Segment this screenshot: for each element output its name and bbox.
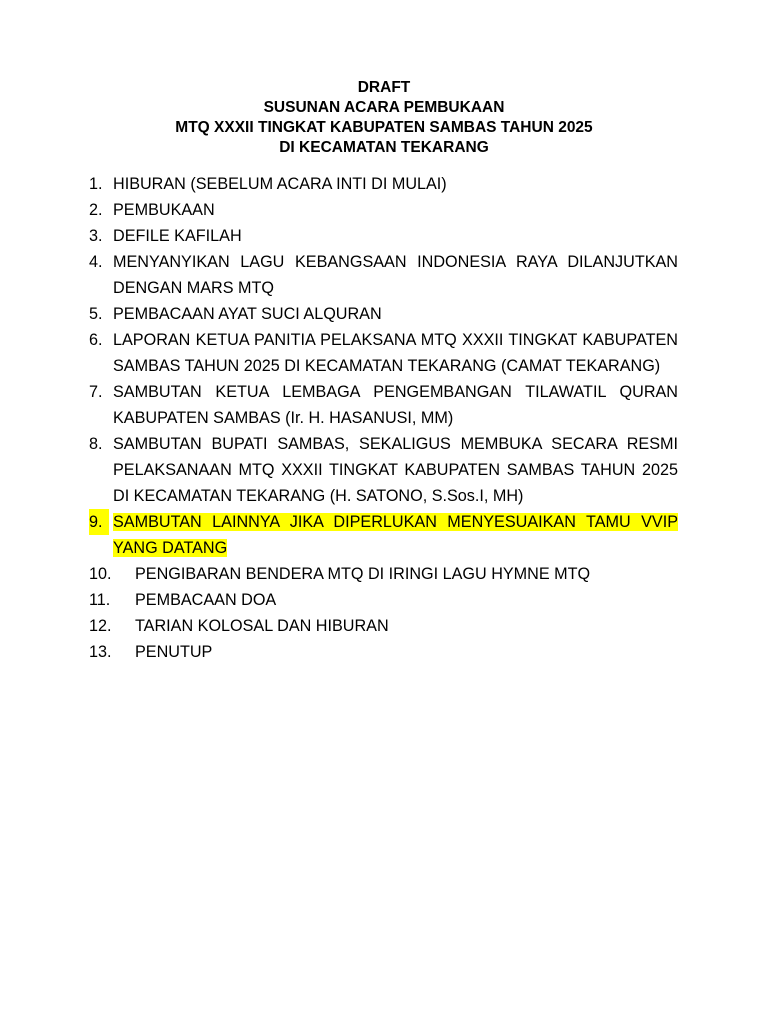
- agenda-item-number: 8.: [89, 435, 103, 453]
- agenda-item-text: LAPORAN KETUA PANITIA PELAKSANA MTQ XXXII TINGKAT KABUPATEN SAMBAS TAHUN 2025 DI KECAMATAN TEKARANG (CAMAT TEKARANG): [113, 331, 678, 375]
- agenda-list: [89, 171, 678, 665]
- agenda-item-text: PENGIBARAN BENDERA MTQ DI IRINGI LAGU HYMNE MTQ: [135, 565, 591, 583]
- agenda-item-text: PEMBUKAAN: [113, 201, 215, 219]
- agenda-item-number: 7.: [89, 383, 103, 401]
- agenda-item-number: 1.: [89, 175, 103, 193]
- agenda-item: [89, 327, 678, 379]
- agenda-item: [89, 171, 678, 197]
- agenda-item: [89, 613, 678, 639]
- agenda-item-text: DEFILE KAFILAH: [113, 227, 242, 245]
- agenda-item: [89, 639, 678, 665]
- agenda-item-text: PEMBACAAN AYAT SUCI ALQURAN: [113, 305, 382, 323]
- document-header: [0, 78, 768, 158]
- agenda-item-highlighted: [89, 509, 678, 561]
- agenda-item-text: HIBURAN (SEBELUM ACARA INTI DI MULAI): [113, 175, 447, 193]
- agenda-item: [89, 379, 678, 431]
- agenda-item-number: 2.: [89, 201, 103, 219]
- agenda-item-text: SAMBUTAN KETUA LEMBAGA PENGEMBANGAN TILAWATIL QURAN KABUPATEN SAMBAS (Ir. H. HASANUSI, MM): [113, 383, 678, 427]
- agenda-item-text: TARIAN KOLOSAL DAN HIBURAN: [135, 617, 389, 635]
- agenda-item-number: 6.: [89, 331, 103, 349]
- agenda-item-text: SAMBUTAN LAINNYA JIKA DIPERLUKAN MENYESUAIKAN TAMU VVIP YANG DATANG: [113, 513, 678, 557]
- agenda-item-number: 5.: [89, 305, 103, 323]
- agenda-item-text: SAMBUTAN BUPATI SAMBAS, SEKALIGUS MEMBUKA SECARA RESMI PELAKSANAAN MTQ XXXII TINGKAT KABUPATEN SAMBAS TAHUN 2025 DI KECAMATAN TEKARANG (H. SATONO, S.Sos.I, MH): [113, 435, 678, 505]
- agenda-item-number: 10.: [89, 565, 112, 583]
- agenda-item-number: 12.: [89, 617, 112, 635]
- agenda-item-number: 9.: [89, 509, 109, 535]
- agenda-item: [89, 587, 678, 613]
- agenda-item-number: 4.: [89, 253, 103, 271]
- agenda-item: [89, 301, 678, 327]
- agenda-item-number: 13.: [89, 643, 112, 661]
- agenda-item: [89, 223, 678, 249]
- agenda-item: [89, 249, 678, 301]
- agenda-item: [89, 431, 678, 509]
- agenda-item: [89, 561, 678, 587]
- agenda-item-text: PEMBACAAN DOA: [135, 591, 277, 609]
- draft-label: DRAFT: [357, 79, 411, 96]
- agenda-item-number: 11.: [89, 591, 111, 609]
- document-subtitle: MTQ XXXII TINGKAT KABUPATEN SAMBAS TAHUN 2025: [175, 119, 593, 136]
- agenda-item: [89, 197, 678, 223]
- agenda-item-text: MENYANYIKAN LAGU KEBANGSAAN INDONESIA RAYA DILANJUTKAN DENGAN MARS MTQ: [113, 253, 678, 297]
- agenda-item-number: 3.: [89, 227, 103, 245]
- highlight-wrapper: [113, 509, 678, 561]
- document-title: SUSUNAN ACARA PEMBUKAAN: [263, 99, 505, 116]
- document-location: DI KECAMATAN TEKARANG: [279, 139, 489, 156]
- agenda-item-text: PENUTUP: [135, 643, 213, 661]
